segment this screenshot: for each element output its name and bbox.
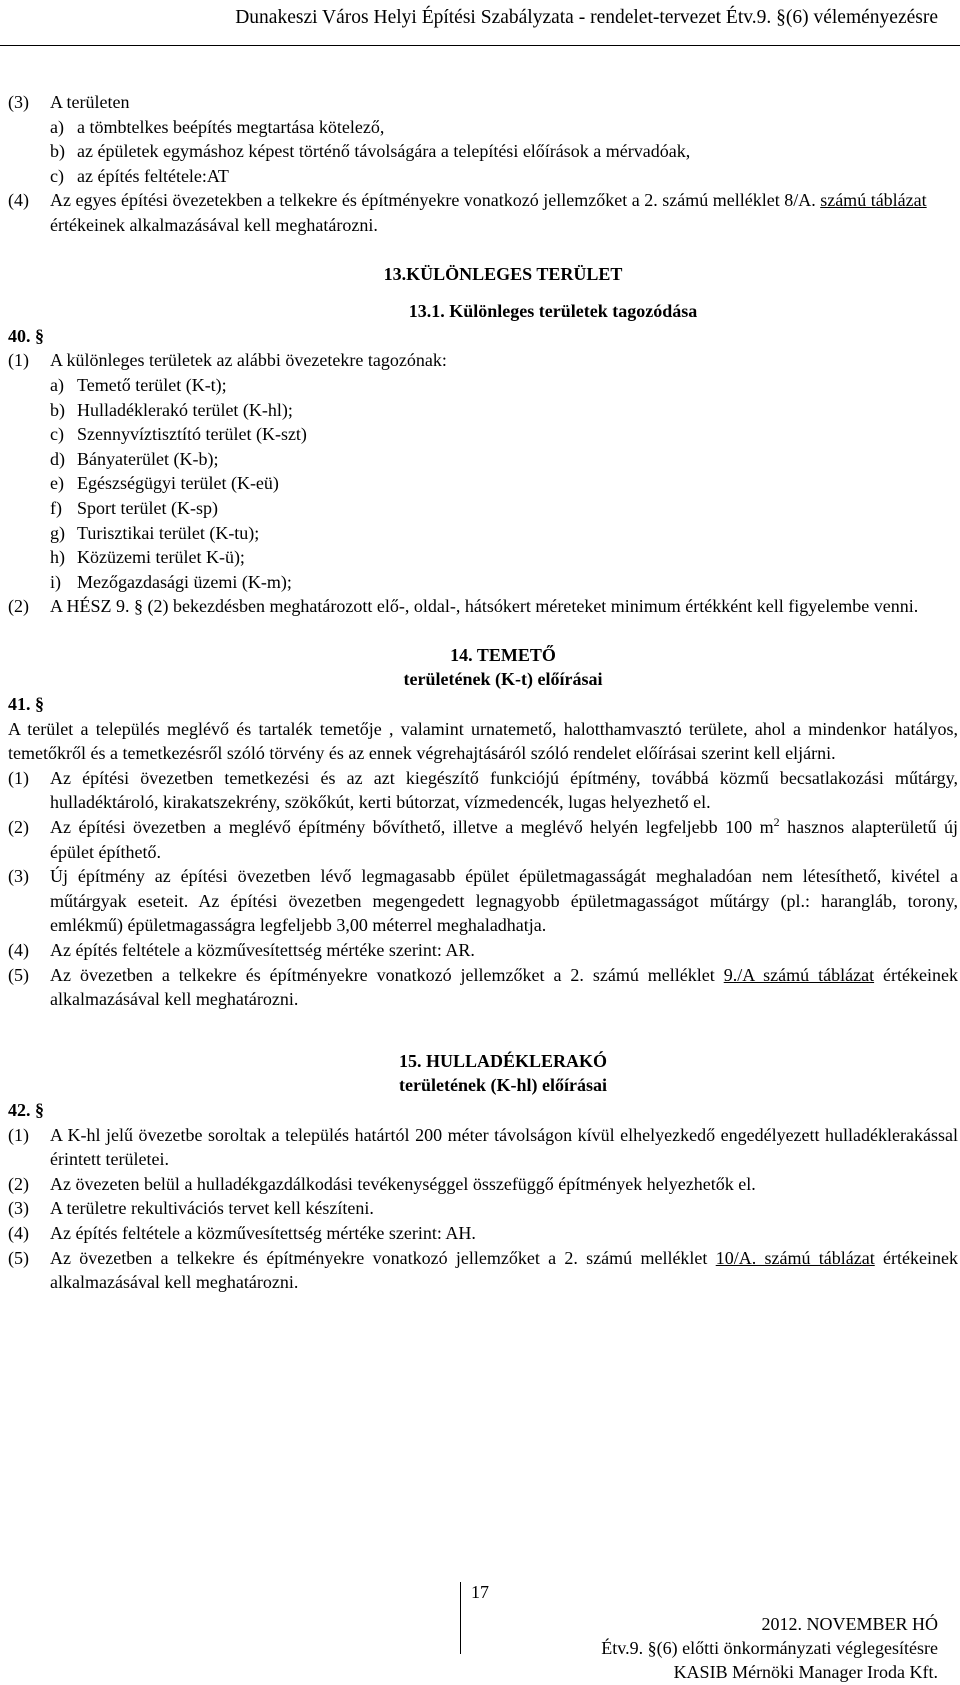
paragraph-label: (3)	[8, 92, 29, 112]
list-item-label: g)	[50, 522, 65, 543]
paragraph-label: (2)	[8, 1173, 29, 1194]
list-item	[8, 496, 958, 521]
paragraph-text: A különleges területek az alábbi övezetekre tagozónak:	[50, 350, 447, 371]
section-15-title: 15. HULLADÉKLERAKÓ	[398, 1050, 608, 1071]
s14-paragraph-3	[8, 864, 958, 938]
s14-paragraph-1	[8, 766, 958, 815]
paragraph-label: (1)	[8, 1124, 29, 1145]
s14-intro: A terület a település meglévő és tartalék temetője , valamint urnatemető, halotthamvasztó területe, ahol a mindenkor hatályos, temetőkről és a temetkezésről szóló törvény és az ennek végrehajtásáról szóló rendelet előírásai szerint kell eljárni.	[8, 718, 958, 764]
paragraph-text: Az övezetben a telkekre és építményekre vonatkozó jellemzőket a 2. számú melléklet	[50, 1247, 716, 1268]
superscript: 2	[773, 815, 780, 830]
s14-paragraph-4	[8, 938, 958, 963]
paragraph-label: (5)	[8, 964, 29, 985]
paragraph-text: Új építmény az építési övezetben lévő legmagasabb épület épületmagasságát meghaladóan nem létesíthető, kivétel a műtárgyak eseteit. Az építési övezetben megengedett legnagyobb épületmagasságot műtárgy (pl.: harangláb, torony, emlékmű) épületmagasságra legfeljebb 3,00 méterrel meghaladhatja.	[50, 866, 958, 936]
paragraph-text: Az egyes építési övezetekben a telkekre és építményekre vonatkozó jellemzőket a 2. számú melléklet 8/A.	[50, 190, 821, 211]
page-header	[0, 0, 960, 48]
list-item-label: e)	[50, 473, 64, 494]
paragraph-number-41: 41. §	[8, 694, 44, 715]
paragraph-text: Az építés feltétele a közművesítettség mértéke szerint: AR.	[50, 940, 475, 960]
list-item	[8, 115, 958, 140]
list-item	[8, 398, 958, 423]
s15-paragraph-4	[8, 1221, 958, 1246]
paragraph-text: A K-hl jelű övezetbe soroltak a település határtól 200 méter távolságon kívül elhelyezkedő engedélyezett hulladéklerakással érintett területei.	[50, 1124, 958, 1170]
list-item-label: c)	[50, 424, 64, 445]
list-item-text: Mezőgazdasági üzemi (K-m);	[77, 571, 292, 592]
paragraph-label: (3)	[8, 1198, 29, 1219]
table-reference-link[interactable]: 9./A számú táblázat	[723, 964, 875, 985]
list-item-label: a)	[50, 374, 64, 395]
list-item-text: a tömbtelkes beépítés megtartása kötelező,	[77, 116, 385, 137]
paragraph-number-42: 42. §	[8, 1099, 44, 1120]
list-item-label: b)	[50, 141, 65, 162]
footer-date: 2012. NOVEMBER HÓ	[761, 1614, 938, 1634]
list-item-text: Hulladéklerakó terület (K-hl);	[77, 399, 293, 420]
paragraph-4	[8, 188, 958, 237]
list-item	[8, 521, 958, 546]
list-item	[8, 447, 958, 472]
list-item-label: a)	[50, 116, 64, 137]
paragraph-3	[8, 90, 958, 115]
s15-paragraph-1	[8, 1123, 958, 1172]
paragraph-text: hasznos alapterületű új épület építhető.	[50, 817, 958, 862]
paragraph-label: (4)	[8, 1222, 29, 1243]
paragraph-label: (4)	[8, 940, 29, 960]
list-item	[8, 545, 958, 570]
page-number: 17	[471, 1582, 489, 1602]
paragraph-text: értékeinek alkalmazásával kell meghatározni.	[50, 214, 378, 235]
list-item	[8, 373, 958, 398]
paragraph-text: Az övezetben a telkekre és építményekre vonatkozó jellemzőket a 2. számú melléklet	[50, 964, 724, 985]
paragraph-text: értékeinek alkalmazásával kell meghatározni.	[50, 964, 959, 1010]
header-rule	[0, 45, 960, 46]
list-item-label: c)	[50, 165, 64, 186]
section-14-title: 14. TEMETŐ	[450, 644, 556, 665]
s13-paragraph-2	[8, 594, 958, 619]
list-item-text: Közüzemi terület K-ü);	[77, 547, 245, 568]
paragraph-text: Az építés feltétele a közművesítettség mértéke szerint: AH.	[50, 1222, 476, 1243]
list-item	[8, 422, 958, 447]
document-body	[8, 90, 958, 1295]
paragraph-text: értékeinek alkalmazásával kell meghatározni.	[50, 1247, 958, 1293]
list-item	[8, 570, 958, 595]
list-item-text: Sport terület (K-sp)	[77, 497, 218, 518]
list-item-text: az építés feltétele:AT	[77, 165, 229, 186]
list-item-label: i)	[50, 571, 61, 592]
paragraph-text: A HÉSZ 9. § (2) bekezdésben meghatározott elő-, oldal-, hátsókert méreteket minimum értékként kell figyelembe venni.	[50, 596, 919, 617]
list-item	[8, 164, 958, 189]
table-reference-link[interactable]: számú táblázat	[820, 190, 927, 211]
list-item-text: Turisztikai terület (K-tu);	[77, 522, 260, 543]
header-title: Dunakeszi Város Helyi Építési Szabályzata - rendelet-tervezet Étv.9. §(6) véleményezésre	[235, 7, 938, 28]
section-15-subtitle: területének (K-hl) előírásai	[399, 1075, 607, 1096]
paragraph-label: (2)	[8, 596, 29, 617]
list-special-zones	[8, 373, 958, 594]
list-item-label: f)	[50, 497, 62, 518]
s15-paragraph-3	[8, 1196, 958, 1221]
section-14-subtitle: területének (K-t) előírásai	[403, 669, 603, 690]
paragraph-text: A területre rekultivációs tervet kell készíteni.	[50, 1198, 374, 1219]
list-item-text: Temető terület (K-t);	[77, 374, 227, 395]
footer-company: KASIB Mérnöki Manager Iroda Kft.	[673, 1662, 938, 1682]
list-item-text: Egészségügyi terület (K-eü)	[77, 473, 279, 494]
list-item-label: b)	[50, 399, 65, 420]
s14-paragraph-2	[8, 815, 958, 864]
paragraph-number-40: 40. §	[8, 325, 44, 346]
list-top	[8, 115, 958, 189]
list-item	[8, 139, 958, 164]
paragraph-text: A területen	[50, 92, 130, 112]
list-item-label: d)	[50, 448, 65, 469]
s13-paragraph-1	[8, 348, 958, 373]
paragraph-label: (1)	[8, 767, 29, 788]
paragraph-label: (2)	[8, 817, 29, 838]
list-item-text: Szennyvíztisztító terület (K-szt)	[77, 424, 307, 445]
section-13-1-subtitle: 13.1. Különleges területek tagozódása	[408, 301, 698, 322]
s15-paragraph-2	[8, 1172, 958, 1197]
list-item	[8, 471, 958, 496]
list-item-label: h)	[50, 547, 65, 568]
paragraph-text: Az építési övezetben a meglévő építmény bővíthető, illetve a meglévő helyén legfeljebb 100 m	[50, 817, 774, 838]
s15-paragraph-5	[8, 1246, 958, 1295]
footer-status: Étv.9. §(6) előtti önkormányzati véglegesítésre	[601, 1638, 938, 1658]
list-item-text: Bányaterület (K-b);	[77, 448, 219, 469]
list-item-text: az épületek egymáshoz képest történő távolságára a telepítési előírások a mérvadóak,	[77, 141, 691, 162]
paragraph-label: (5)	[8, 1247, 29, 1268]
paragraph-label: (4)	[8, 190, 29, 211]
paragraph-text: Az övezeten belül a hulladékgazdálkodási tevékenységgel összefüggő építmények helyezhetők el.	[50, 1173, 756, 1194]
s14-paragraph-5	[8, 963, 958, 1012]
section-13-title: 13.KÜLÖNLEGES TERÜLET	[383, 263, 623, 284]
paragraph-label: (3)	[8, 866, 29, 887]
table-reference-link[interactable]: 10/A. számú táblázat	[715, 1247, 875, 1268]
paragraph-text: Az építési övezetben temetkezési és az azt kiegészítő funkciójú építmény, továbbá közmű becsatlakozási műtárgy, hulladéktároló, kirakatszekrény, szökőkút, kerti bútorzat, vízmedencék, lugas helyezhető el.	[50, 767, 958, 813]
paragraph-label: (1)	[8, 350, 29, 371]
